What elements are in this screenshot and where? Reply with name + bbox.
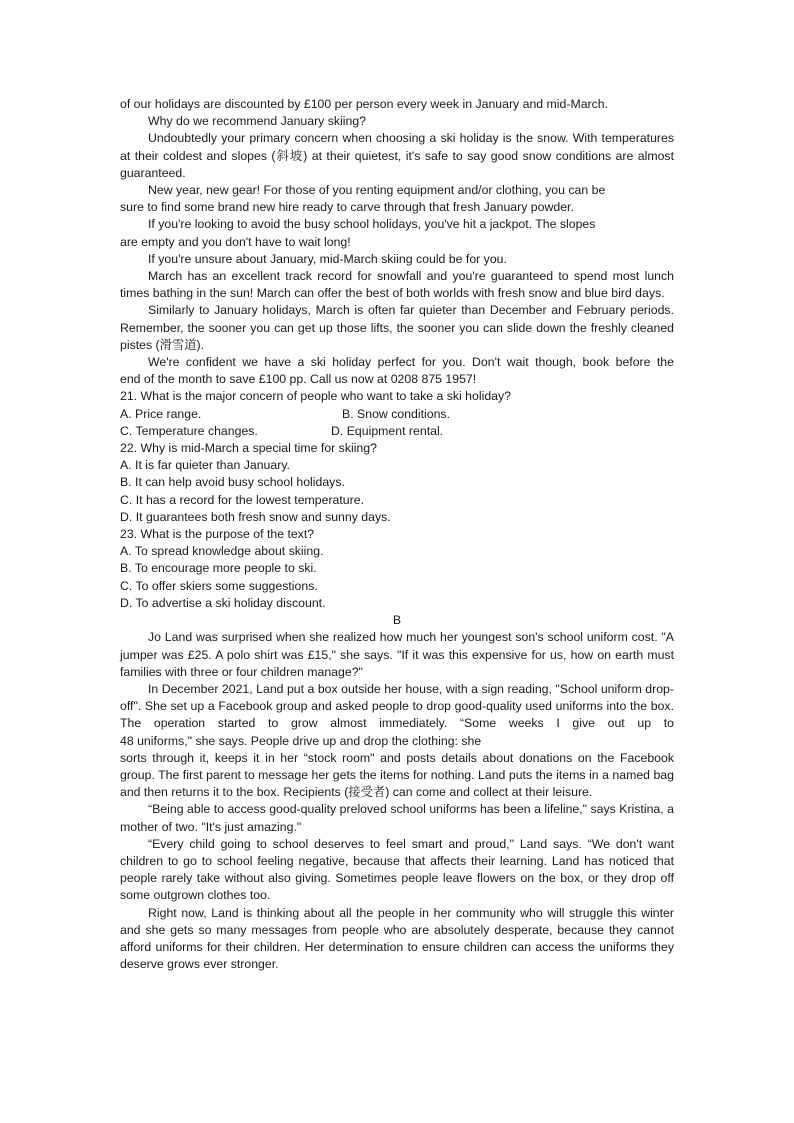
passage-a-subheading: Why do we recommend January skiing? (148, 114, 367, 129)
passage-a-paragraph-4-line-1: If you're looking to avoid the busy school holidays, you've hit a jackpot. The slopes (148, 217, 596, 232)
passage-a-paragraph-8-line-2: end of the month to save £100 pp. Call us now at 0208 875 1957! (120, 372, 477, 387)
passage-b-paragraph-2-part-3: sorts through it, keeps it in her “stock room" and posts details about donations on the Facebook group. The first parent to message her gets the items for nothing. Land puts the items in a named bag and then returns it to the box. Recipients (接受者) can come and collect at their leisure. (120, 750, 674, 800)
passage-b-paragraph-2-part-1: In December 2021, Land put a box outside her house, with a sign reading, "School uniform drop-off". She set up a Facebook group and asked people to drop good-quality used uniforms into the box. The operation started to grow almost immediately. “Some weeks I give out up to (120, 681, 674, 731)
question-22-option-d: D. It guarantees both fresh snow and sunny days. (120, 509, 391, 524)
passage-b-heading: B (392, 613, 402, 628)
question-21-options-row-1 (120, 406, 674, 423)
passage-b-paragraph-1: Jo Land was surprised when she realized how much her youngest son's school uniform cost. "A jumper was £25. A polo shirt was £15," she says. "If it was this expensive for us, how on earth must families with three or four children manage?" (120, 630, 674, 679)
passage-b-paragraph-5: Right now, Land is thinking about all the people in her community who will struggle this winter and she gets so many messages from people who are absolutely desperate, because they cannot afford uniforms for their children. Her determination to ensure children can access the uniforms they deserve grows ever stronger. (120, 905, 674, 972)
passage-a-paragraph-8-line-1: We're confident we have a ski holiday perfect for you. Don't wait though, book before the (148, 355, 674, 370)
question-21-option-b: B. Snow conditions. (342, 406, 451, 421)
question-23-option-b: B. To encourage more people to ski. (120, 561, 317, 576)
question-21-option-a: A. Price range. (120, 406, 202, 421)
question-23-option-d: D. To advertise a ski holiday discount. (120, 595, 326, 610)
exam-page (120, 96, 674, 973)
question-23-stem: 23. What is the purpose of the text? (120, 527, 315, 542)
question-21-options-row-2 (120, 423, 674, 440)
passage-a-paragraph-3-line-1: New year, new gear! For those of you renting equipment and/or clothing, you can be (148, 183, 606, 198)
passage-a-paragraph-6: March has an excellent track record for snowfall and you're guaranteed to spend most lunch times bathing in the sun! March can offer the best of both worlds with fresh snow and blue bird days. (120, 269, 674, 301)
question-21-stem: 21. What is the major concern of people who want to take a ski holiday? (120, 389, 511, 404)
passage-a-paragraph-4-line-2: are empty and you don't have to wait long! (120, 234, 351, 249)
question-23-option-a: A. To spread knowledge about skiing. (120, 544, 324, 559)
passage-a-paragraph-3-line-2: sure to find some brand new hire ready to carve through that fresh January powder. (120, 200, 574, 215)
passage-a-line-0: of our holidays are discounted by £100 per person every week in January and mid-March. (120, 97, 609, 111)
passage-a-paragraph-2: Undoubtedly your primary concern when choosing a ski holiday is the snow. With temperatures at their coldest and slopes (斜坡) at their quietest, it's safe to say good snow conditions are almost guaranteed. (120, 131, 674, 180)
question-21-option-d: D. Equipment rental. (331, 423, 444, 438)
passage-b-paragraph-3: “Being able to access good-quality preloved school uniforms has been a lifeline," says Kristina, a mother of two. "It's just amazing." (120, 802, 674, 834)
question-22-option-c: C. It has a record for the lowest temperature. (120, 492, 364, 507)
question-21-option-c: C. Temperature changes. (120, 423, 258, 438)
passage-b-paragraph-4: “Every child going to school deserves to feel smart and proud," Land says. “We don't want children to go to school feeling negative, because that affects their learning. Land has noticed that people rarely take without also giving. Sometimes people leave flowers on the box, or they drop off some outgrown clothes too. (120, 836, 674, 903)
question-22-option-a: A. It is far quieter than January. (120, 458, 290, 473)
passage-b-paragraph-2-part-2: 48 uniforms," she says. People drive up and drop the clothing: she (120, 733, 482, 748)
question-22-option-b: B. It can help avoid busy school holidays. (120, 475, 345, 490)
question-22-stem: 22. Why is mid-March a special time for skiing? (120, 441, 377, 456)
question-23-option-c: C. To offer skiers some suggestions. (120, 578, 318, 593)
passage-a-paragraph-7: Similarly to January holidays, March is often far quieter than December and February periods. Remember, the sooner you can get up those lifts, the sooner you can slide down the freshly cleaned pistes (滑雪道). (120, 303, 674, 352)
passage-a-paragraph-5: If you're unsure about January, mid-March skiing could be for you. (148, 251, 507, 266)
